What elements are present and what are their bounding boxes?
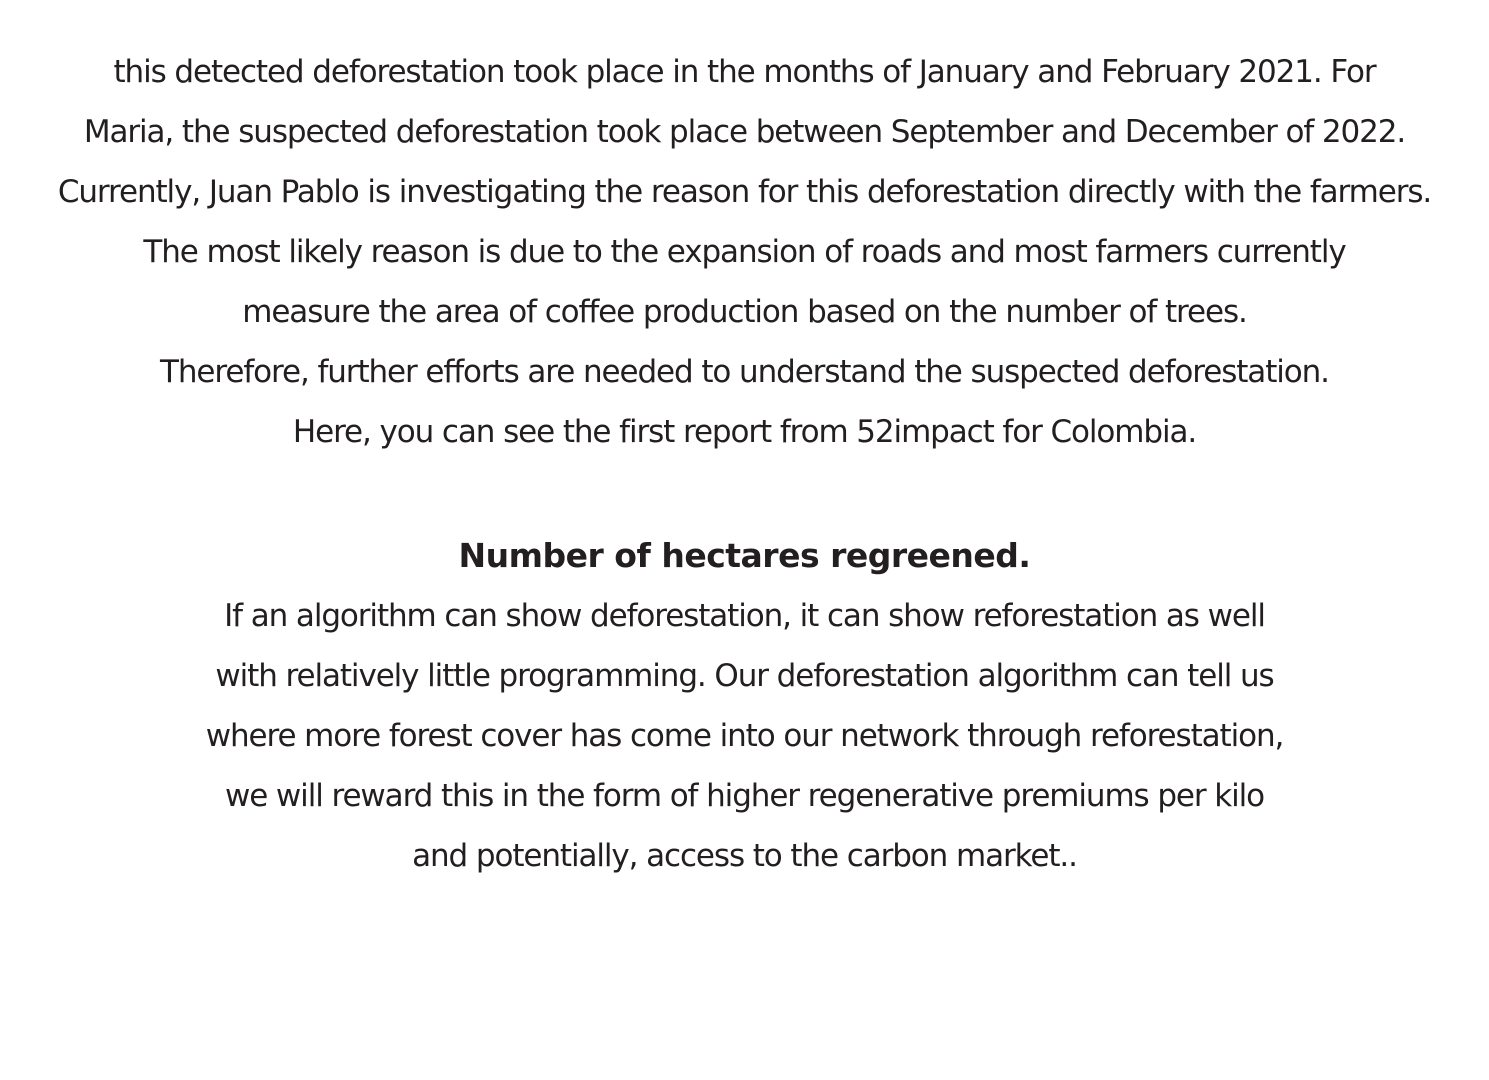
intro-line: Currently, Juan Pablo is investigating the reason for this deforestation directly with the farmers. — [57, 174, 1432, 210]
regreen-line: where more forest cover has come into our network through reforestation, — [205, 718, 1284, 754]
section-heading: Number of hectares regreened. — [458, 536, 1031, 575]
intro-line: The most likely reason is due to the expansion of roads and most farmers currently — [143, 234, 1346, 270]
regreen-line: we will reward this in the form of higher regenerative premiums per kilo — [224, 778, 1265, 814]
intro-line: Maria, the suspected deforestation took place between September and December of 2022. — [83, 114, 1406, 150]
intro-line: this detected deforestation took place in the months of January and February 2021. For — [113, 54, 1376, 90]
intro-line: Here, you can see the first report from 52impact for Colombia. — [292, 414, 1197, 450]
intro-paragraph — [0, 42, 1489, 462]
intro-line: Therefore, further efforts are needed to understand the suspected deforestation. — [160, 354, 1329, 390]
regreen-section — [0, 526, 1489, 886]
regreen-line: If an algorithm can show deforestation, it can show reforestation as well — [224, 598, 1265, 634]
intro-line: measure the area of coffee production based on the number of trees. — [242, 294, 1247, 330]
regreen-line: and potentially, access to the carbon market.. — [412, 838, 1077, 874]
regreen-line: with relatively little programming. Our deforestation algorithm can tell us — [215, 658, 1274, 694]
